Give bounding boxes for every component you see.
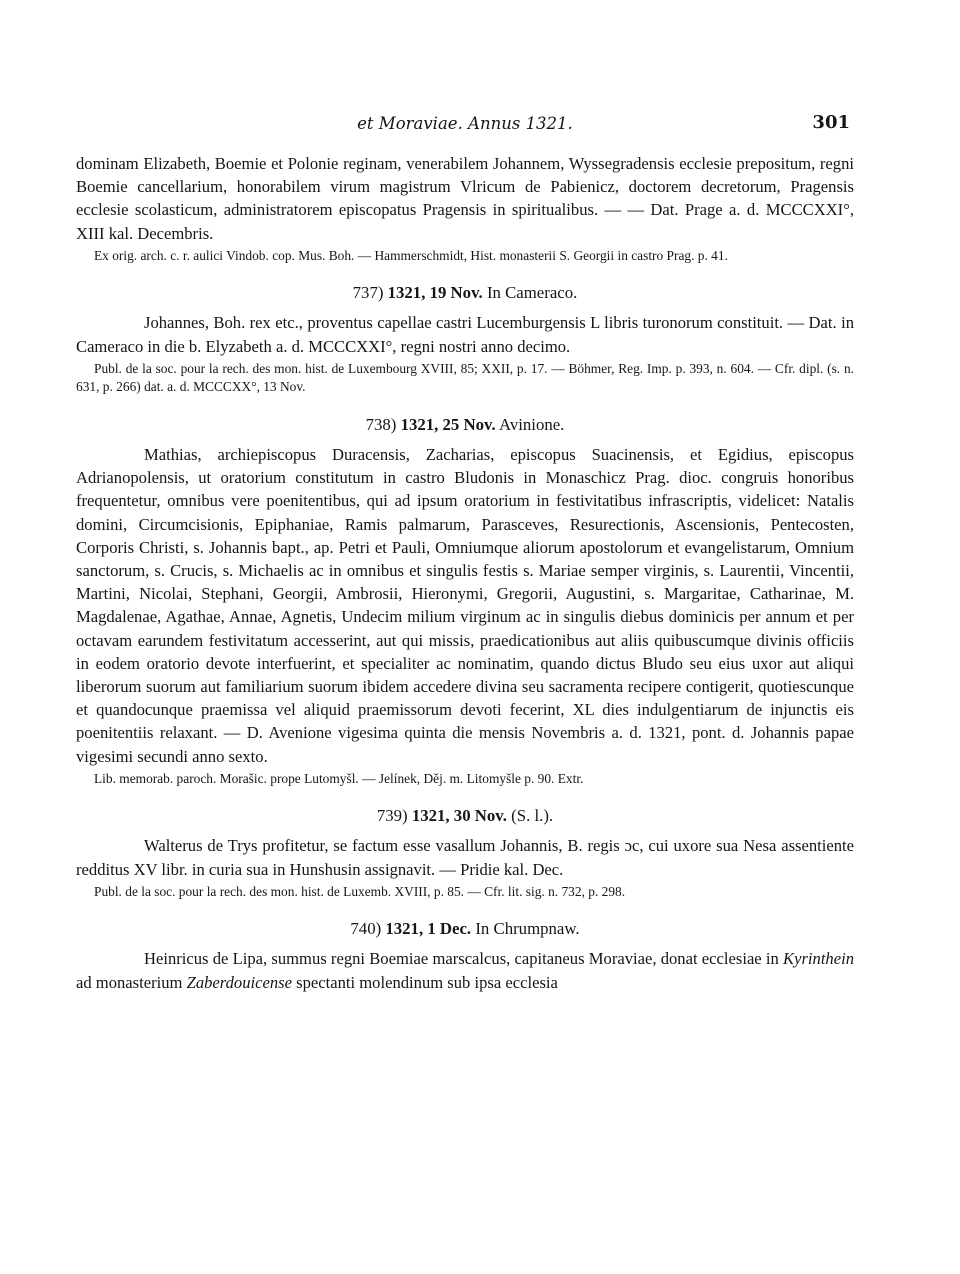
running-head [76, 114, 854, 140]
running-title: et Moraviae. Annus 1321. [357, 114, 573, 133]
entry-text-part: ad monasterium [76, 972, 187, 992]
entry-place: In Chrumpnaw. [475, 919, 580, 939]
document-body [76, 152, 854, 994]
entry-text-740 [76, 947, 854, 993]
entry-date: 1321, 19 Nov. [387, 283, 483, 303]
entry-text-738: Mathias, archiepiscopus Duracensis, Zacharias, episcopus Suacinensis, et Egidius, episcopus Adrianopolensis, ut oratorium constitutum in castro Bludonis in Monaschicz Prag. dioc. congruis honoribus frequentetur, omnibus vere poenitentibus, qui ad ipsum oratorium in festivitatibus infrascriptis, videlicet: Natalis domini, Circumcisionis, Epiphaniae, Ramis palmarum, Parasceves, Resurectionis, Ascensionis, Pentecosten, Corporis Christi, s. Johannis bapt., ap. Petri et Pauli, Omniumque aliorum apostolorum et evangelistarum, Omnium sanctorum, s. Crucis, s. Michaelis ac in omnibus et singulis festis s. Mariae semper virginis, s. Laurentii, Vincentii, Martini, Nicolai, Stephani, Georgii, Ambrosii, Hieronymi, Gregorii, Augustini, s. Margaritae, Catharinae, M. Magdalenae, Agathae, Annae, Agnetis, Undecim milium virginum ac in singulis diebus dominicis per annum et per octavam earundem festivitatum accesserint, aut qui missis, praedicationibus aut aliis quibuscumque divinis officiis in eodem oratorio devote interfuerint, et specialiter ac nominatim, quando dictus Bludo seu eius uxor aut aliqui liberorum suorum aut familiarium suorum ibidem accedere divina seu sacramenta recipere contigerit, quotiescunque et quandocunque praemissa vel aliquid praemissorum devoti fecerint, XL dies indulgentiarum de injunctis eis poenitentiis relaxant. — D. Avenione vigesima quinta die mensis Novembris a. d. 1321, pont. d. Johannis papae vigesimi secundi anno sexto. [76, 445, 854, 766]
entry-source-739: Publ. de la soc. pour la rech. des mon. hist. de Luxemb. XVIII, p. 85. — Cfr. lit. sig. n. 732, p. 298. [94, 883, 626, 899]
entry-heading-740 [76, 919, 854, 939]
entry-heading-738 [76, 415, 854, 435]
entry-heading-737 [76, 283, 854, 303]
entry-place: Avinione. [498, 415, 565, 434]
entry-source-738: Lib. memorab. paroch. Morašic. prope Lutomyšl. — Jelínek, Děj. m. Litomyšle p. 90. Extr. [94, 770, 584, 786]
continuation-source: Ex orig. arch. c. r. aulici Vindob. cop. Mus. Boh. — Hammerschmidt, Hist. monasterii S. Georgii in castro Prag. p. 41. [94, 247, 728, 263]
continuation-text: dominam Elizabeth, Boemie et Polonie reginam, venerabilem Johannem, Wyssegradensis ecclesie prepositum, regni Boemie cancellarium, honorabilem virum magistrum Vlricum de Pabienicz, doctorem decretorum, Pragensis ecclesie scolasticum, administratorem episcopatus Pragensis in spiritualibus. — — Dat. Prage a. d. MCCCXXI°, XIII kal. Decembris. [76, 154, 854, 243]
entry-number: 740) [350, 919, 382, 939]
entry-date: 1321, 1 Dec. [385, 919, 472, 939]
entry-date: 1321, 25 Nov. [400, 415, 496, 434]
entry-number: 737) [352, 283, 384, 303]
place-name-italic: Kyrinthein [783, 949, 854, 969]
entry-place: In Cameraco. [486, 283, 578, 303]
entry-number: 738) [365, 415, 397, 434]
entry-place: (S. l.). [511, 806, 554, 826]
entry-text-part: spectanti molendinum sub ipsa ecclesia [292, 972, 558, 992]
entry-heading-739 [76, 806, 854, 826]
entry-number: 739) [376, 806, 408, 826]
entry-date: 1321, 30 Nov. [411, 806, 507, 826]
entry-text-739: Walterus de Trys profitetur, se factum esse vasallum Johannis, B. regis ɔc, cui uxore sua Nesa assentiente redditus XV libr. in curia sua in Hunshusin assignavit. — Pridie kal. Dec. [76, 836, 854, 879]
entry-text-737: Johannes, Boh. rex etc., proventus capellae castri Lucemburgensis L libris turonorum constituit. — Dat. in Cameraco in die b. Elyzabeth a. d. MCCCXXI°, regni nostri anno decimo. [76, 313, 854, 356]
monastery-name-italic: Zaberdouicense [186, 972, 292, 992]
entry-text-part: Heinricus de Lipa, summus regni Boemiae marscalcus, capitaneus Moraviae, donat ecclesiae in [144, 949, 784, 969]
entry-source-737: Publ. de la soc. pour la rech. des mon. hist. de Luxembourg XVIII, 85; XXII, p. 17. — Böhmer, Reg. Imp. p. 393, n. 604. — Cfr. dipl. (s. n. 631, p. 266) dat. a. d. MCCCXX°, 13 Nov. [76, 360, 854, 395]
page-number: 301 [812, 112, 850, 133]
